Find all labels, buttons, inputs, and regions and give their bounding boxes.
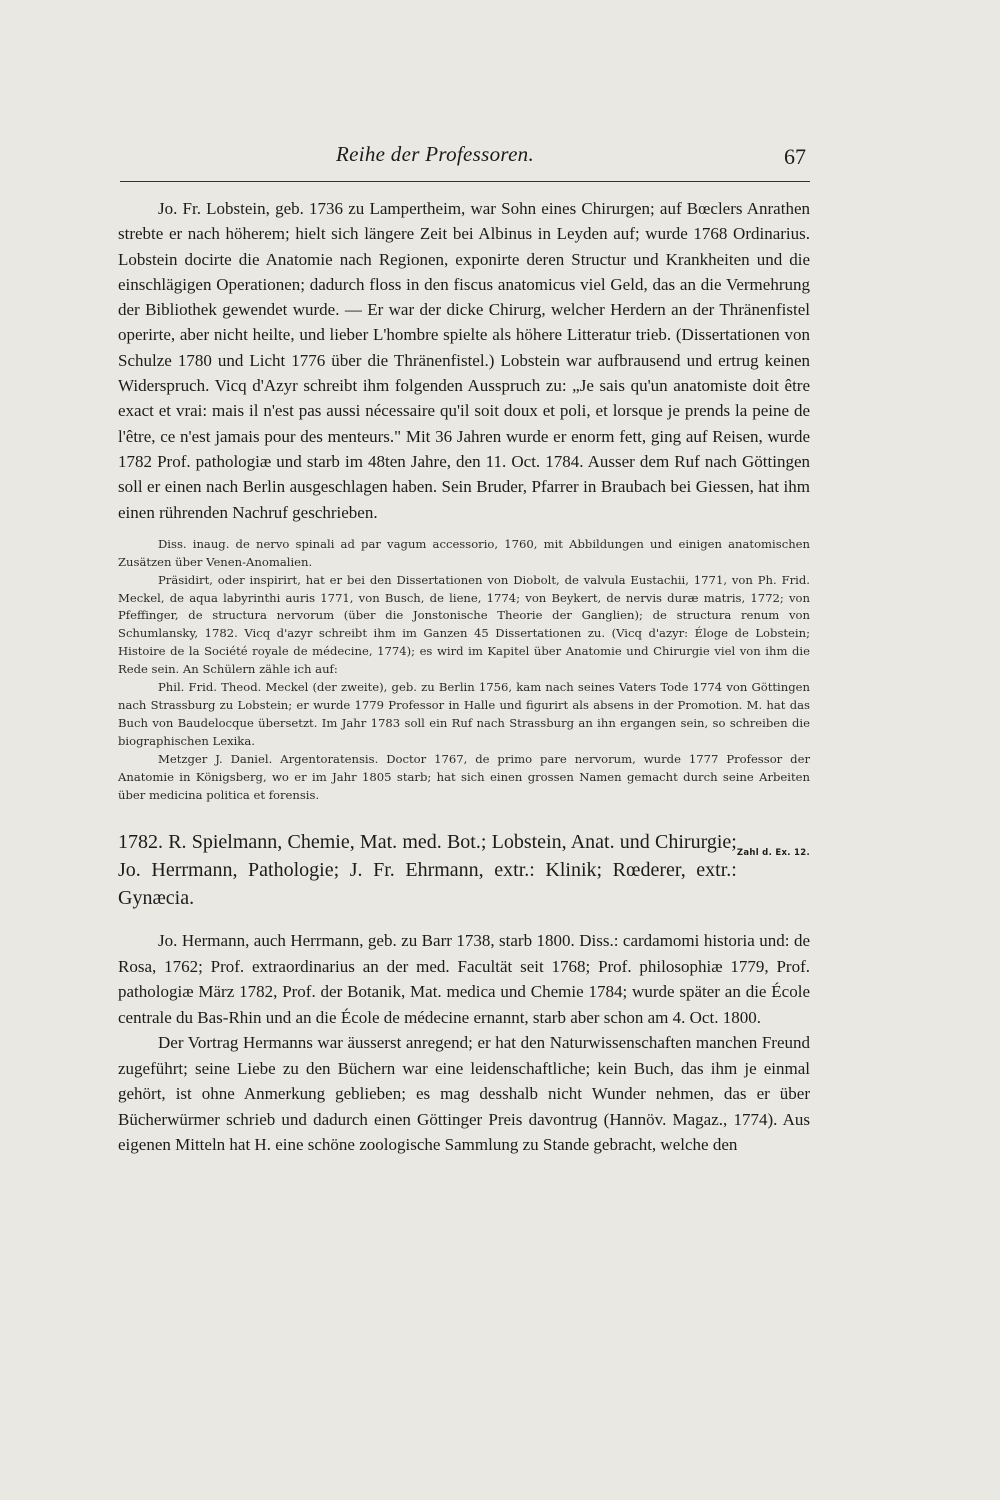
page-content: [118, 196, 810, 1158]
header-rule: [120, 181, 810, 182]
page-number: 67: [784, 144, 806, 169]
section-1782-line: 1782. R. Spielmann, Chemie, Mat. med. Bot.; Lobstein, Anat. und Chirurgie; Jo. Herrmann, Pathologie; J. Fr. Ehrmann, extr.: Klinik; Rœderer, extr.: Gynæcia.: [118, 831, 737, 910]
lobstein-notes: [118, 536, 810, 805]
lobstein-paragraph: Jo. Fr. Lobstein, geb. 1736 zu Lampertheim, war Sohn eines Chirurgen; auf Bœclers Anrathen strebte er nach höherem; hielt sich längere Zeit bei Albinus in Leyden auf; wurde 1768 Ordinarius. Lobstein docirte die Anatomie nach Regionen, exponirte deren Structur und Krankheiten und die einschlägigen Operationen; dadurch floss in den fiscus anatomicus viel Geld, das an die Vermehrung der Bibliothek gewendet wurde. — Er war der dicke Chirurg, welcher Herdern an der Thränenfistel operirte, aber nicht heilte, und lieber L'hombre spielte als höhere Litteratur trieb. (Dissertationen von Schulze 1780 und Licht 1776 über die Thränenfistel.) Lobstein war aufbrausend und ertrug keinen Widerspruch. Vicq d'Azyr schreibt ihm folgenden Ausspruch zu: „Je sais qu'un anatomiste doit être exact et vrai: mais il n'est pas aussi nécessaire qu'il soit doux et poli, et lorsque je prends la peine de l'être, ce n'est jamais pour des menteurs." Mit 36 Jahren wurde er enorm fett, ging auf Reisen, wurde 1782 Prof. pathologiæ und starb im 48ten Jahre, den 11. Oct. 1784. Ausser dem Ruf nach Göttingen soll er einen nach Berlin ausgeschlagen haben. Sein Bruder, Pfarrer in Braubach bei Giessen, hat ihm einen rührenden Nachruf geschrieben.: [118, 199, 810, 522]
section-1782: [118, 828, 810, 912]
hermann-section: [118, 928, 810, 1158]
note-presided: Präsidirt, oder inspirirt, hat er bei den Dissertationen von Diobolt, de valvula Eustachii, 1771, von Ph. Frid. Meckel, de aqua labyrinthi auris 1771, von Busch, de liene, 1774; von Beykert, de nervis duræ matris, 1772; von Pfeffinger, de structura nervorum (über die Jonstonische Theorie der Ganglien); de structura renum von Schumlansky, 1782. Vicq d'azyr schreibt ihm im Ganzen 45 Dissertationen zu. (Vicq d'azyr: Éloge de Lobstein; Histoire de la Société royale de médecine, 1774); es wird im Kapitel über Anatomie und Chirurgie viel von ihm die Rede sein. An Schülern zähle ich auf:: [118, 572, 810, 677]
note-dissertation: Diss. inaug. de nervo spinali ad par vagum accessorio, 1760, mit Abbildungen und einigen anatomischen Zusätzen über Venen-Anomalien.: [118, 536, 810, 569]
hermann-paragraph-2: Der Vortrag Hermanns war äusserst anregend; er hat den Naturwissenschaften manchen Freund zugeführt; seine Liebe zu den Büchern war eine leidenschaftliche; kein Buch, das ihm je einmal gehört, ist ohne Anmerkung geblieben; es mag desshalb nicht Wunder nehmen, das er über Bücherwürmer schrieb und dadurch einen Göttinger Preis davontrug (Hannöv. Magaz., 1774). Aus eigenen Mitteln hat H. eine schöne zoologische Sammlung zu Stande gebracht, welche den: [118, 1033, 810, 1155]
zahl-note: Zahl d. Ex. 12.: [736, 848, 810, 859]
page-header: [120, 140, 810, 180]
running-title: Reihe der Professoren.: [335, 142, 535, 166]
hermann-paragraph-1: Jo. Hermann, auch Herrmann, geb. zu Barr 1738, starb 1800. Diss.: cardamomi historia und: de Rosa, 1762; Prof. extraordinarius an der med. Facultät seit 1768; Prof. philosophiæ 1779, Prof. pathologiæ März 1782, Prof. der Botanik, Mat. medica und Chemie 1784; wurde später an die École centrale du Bas-Rhin und an die École de médecine ernannt, starb aber schon am 4. Oct. 1800.: [118, 931, 810, 1027]
note-metzger: Metzger J. Daniel. Argentoratensis. Doctor 1767, de primo pare nervorum, wurde 1777 Professor der Anatomie in Königsberg, wo er im Jahr 1805 starb; hat sich einen grossen Namen gemacht durch seine Arbeiten über medicina politica et forensis.: [118, 751, 810, 802]
note-meckel: Phil. Frid. Theod. Meckel (der zweite), geb. zu Berlin 1756, kam nach seines Vaters Tode 1774 von Göttingen nach Strassburg zu Lobstein; er wurde 1779 Professor in Halle und figurirt als absens in der Promotion. M. hat das Buch von Baudelocque übersetzt. Im Jahr 1783 soll ein Ruf nach Strassburg an ihn ergangen sein, so schreiben die biographischen Lexika.: [118, 680, 810, 748]
